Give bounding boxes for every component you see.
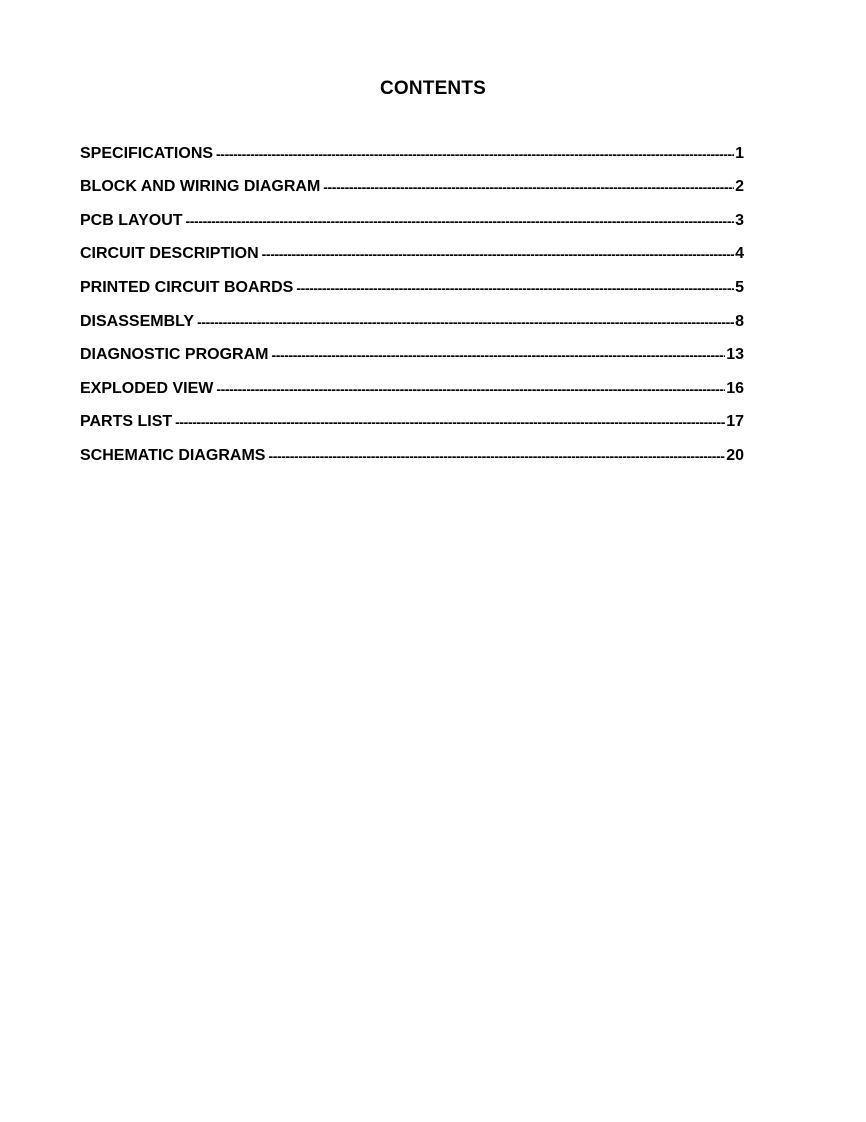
toc-entry-parts-list[interactable]	[80, 399, 744, 433]
toc-page-number: 16	[726, 379, 744, 397]
toc-entry-schematic-diagrams[interactable]	[80, 432, 744, 466]
toc-page-number: 8	[735, 312, 744, 330]
toc-entry-label: PCB LAYOUT	[80, 211, 183, 229]
toc-dot-leader	[197, 312, 734, 332]
toc-page-number: 2	[735, 178, 744, 196]
toc-page-number: 17	[726, 413, 744, 431]
toc-entry-exploded-view[interactable]	[80, 365, 744, 399]
toc-entry-block-and-wiring-diagram[interactable]	[80, 164, 744, 198]
toc-entry-label: EXPLODED VIEW	[80, 379, 214, 397]
page-title: CONTENTS	[379, 78, 487, 99]
toc-page-number: 5	[735, 278, 744, 296]
toc-entry-label: SCHEMATIC DIAGRAMS	[80, 446, 266, 464]
toc-page-number: 13	[726, 346, 744, 364]
toc-entry-pcb-layout[interactable]	[80, 197, 744, 231]
toc-entry-label: DISASSEMBLY	[80, 312, 195, 330]
toc-dot-leader	[186, 211, 735, 231]
toc-page-number: 20	[726, 446, 744, 464]
toc-entry-circuit-description[interactable]	[80, 231, 744, 265]
toc-entry-disassembly[interactable]	[80, 298, 744, 332]
toc-entry-label: CIRCUIT DESCRIPTION	[80, 245, 259, 263]
toc-entry-label: PARTS LIST	[80, 413, 173, 431]
toc-dot-leader	[175, 412, 725, 432]
toc-dot-leader	[216, 379, 725, 399]
toc-dot-leader	[296, 278, 734, 298]
toc-dot-leader	[216, 144, 734, 164]
toc-entry-specifications[interactable]	[80, 130, 744, 164]
toc-page-number: 4	[735, 245, 744, 263]
table-of-contents	[80, 130, 744, 466]
toc-dot-leader	[268, 446, 725, 466]
toc-page-number: 1	[735, 144, 744, 162]
toc-entry-diagnostic-program[interactable]	[80, 332, 744, 366]
toc-entry-label: DIAGNOSTIC PROGRAM	[80, 346, 269, 364]
toc-entry-label: BLOCK AND WIRING DIAGRAM	[80, 178, 321, 196]
toc-entry-label: SPECIFICATIONS	[80, 144, 214, 162]
toc-entry-printed-circuit-boards[interactable]	[80, 264, 744, 298]
toc-dot-leader	[271, 345, 725, 365]
toc-page-number: 3	[735, 211, 744, 229]
toc-entry-label: PRINTED CIRCUIT BOARDS	[80, 278, 294, 296]
toc-dot-leader	[323, 177, 734, 197]
toc-dot-leader	[262, 244, 734, 264]
